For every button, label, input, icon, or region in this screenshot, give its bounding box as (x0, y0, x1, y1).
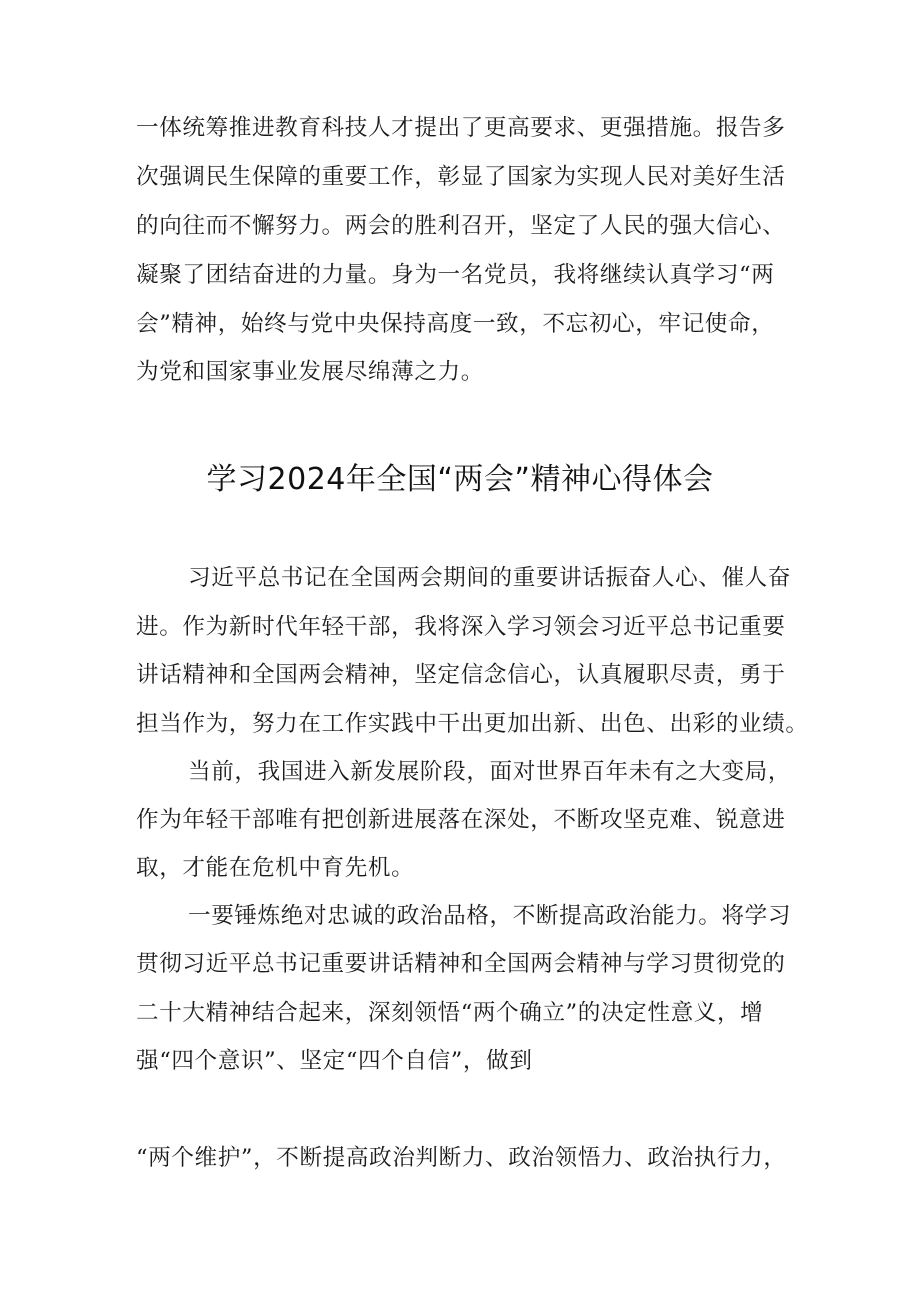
paragraph-line: 强“四个意识”、坚定“四个自信”，做到 (136, 1048, 533, 1074)
paragraph-line: 作为年轻干部唯有把创新进展落在深处，不断攻坚克难、锐意进 (136, 807, 786, 833)
paragraph-line: 讲话精神和全国两会精神，坚定信念信心，认真履职尽责，勇于 (136, 662, 786, 688)
paragraph-line: 一要锤炼绝对忠诚的政治品格，不断提高政治能力。将学习 (188, 903, 792, 929)
paragraph-line: 会”精神，始终与党中央保持高度一致，不忘初心，牢记使命， (136, 311, 775, 337)
paragraph-line: 贯彻习近平总书记重要讲话精神和全国两会精神与学习贯彻党的 (136, 951, 786, 977)
paragraph-line: 习近平总书记在全国两会期间的重要讲话振奋人心、催人奋 (188, 565, 792, 591)
paragraph-line: 担当作为，努力在工作实践中干出更加出新、出色、出彩的业绩。 (136, 711, 809, 737)
paragraph-line: 一体统筹推进教育科技人才提出了更高要求、更强措施。报告多 (136, 115, 786, 141)
paragraph-line: 当前，我国进入新发展阶段，面对世界百年未有之大变局， (188, 759, 792, 785)
paragraph-line: 次强调民生保障的重要工作，彰显了国家为实现人民对美好生活 (136, 164, 786, 190)
paragraph-line: 为党和国家事业发展尽绵薄之力。 (136, 359, 484, 385)
paragraph-line: “两个维护”，不断提高政治判断力、政治领悟力、政治执行力， (136, 1145, 787, 1171)
paragraph-line: 取，才能在危机中育先机。 (136, 855, 415, 881)
page-title: 学习2024年全国“两会”精神心得体会 (206, 462, 714, 497)
paragraph-line: 进。作为新时代年轻干部，我将深入学习领会习近平总书记重要 (136, 614, 786, 640)
paragraph-line: 的向往而不懈努力。两会的胜利召开，坚定了人民的强大信心、 (136, 213, 786, 239)
paragraph-line: 凝聚了团结奋进的力量。身为一名党员，我将继续认真学习“两 (136, 262, 775, 288)
paragraph-line: 二十大精神结合起来，深刻领悟“两个确立”的决定性意义，增 (136, 1000, 764, 1026)
